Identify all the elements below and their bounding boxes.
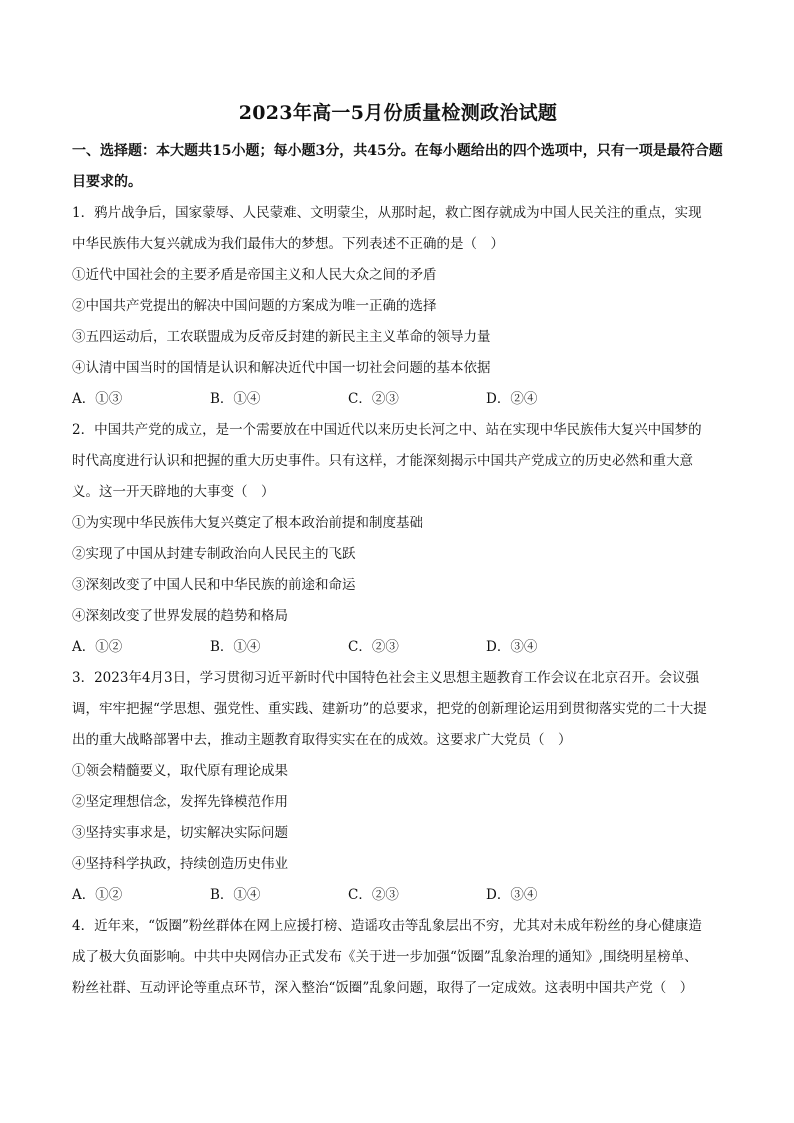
answer-choice-d: D．②④ bbox=[486, 391, 538, 407]
answer-choices bbox=[72, 384, 724, 415]
question-stem-line: 2．中国共产党的成立，是一个需要放在中国近代以来历史长河之中、站在实现中华民族伟大复兴中国梦的 bbox=[72, 422, 702, 438]
answer-choice-b: B．①④ bbox=[210, 887, 261, 903]
answer-choice-a: A．①② bbox=[72, 639, 123, 655]
answer-choice-b: B．①④ bbox=[210, 391, 261, 407]
question-stem-line: 调，牢牢把握“学思想、强党性、重实践、建新功”的总要求，把党的创新理论运用到贯彻落实党的二十大提 bbox=[72, 701, 707, 717]
answer-choice-d: D．③④ bbox=[486, 887, 538, 903]
statement-option: ③五四运动后，工农联盟成为反帝反封建的新民主主义革命的领导力量 bbox=[72, 329, 491, 345]
answer-choice-b: B．①④ bbox=[210, 639, 261, 655]
statement-option: ①为实现中华民族伟大复兴奠定了根本政治前提和制度基础 bbox=[72, 515, 423, 531]
question-2 bbox=[72, 415, 724, 663]
answer-choice-c: C．②③ bbox=[348, 639, 399, 655]
question-stem-line: 粉丝社群、互动评论等重点环节，深入整治“饭圈”乱象问题，取得了一定成效。这表明中国共产党（ ） bbox=[72, 980, 694, 996]
statement-option: ①领会精髓要义，取代原有理论成果 bbox=[72, 763, 288, 779]
question-stem-line: 成了极大负面影响。中共中央网信办正式发布《关于进一步加强“饭圈”乱象治理的通知》,围绕明星榜单、 bbox=[72, 949, 698, 965]
question-stem-line: 3．2023年4月3日，学习贯彻习近平新时代中国特色社会主义思想主题教育工作会议在北京召开。会议强 bbox=[72, 670, 700, 686]
question-4 bbox=[72, 911, 724, 1004]
statement-option: ②中国共产党提出的解决中国问题的方案成为唯一正确的选择 bbox=[72, 298, 437, 314]
answer-choice-c: C．②③ bbox=[348, 391, 399, 407]
question-stem-line: 时代高度进行认识和把握的重大历史事件。只有这样，才能深刻揭示中国共产党成立的历史必然和重大意 bbox=[72, 453, 693, 469]
answer-choices bbox=[72, 632, 724, 663]
statement-option: ④深刻改变了世界发展的趋势和格局 bbox=[72, 608, 288, 624]
statement-option: ②实现了中国从封建专制政治向人民民主的飞跃 bbox=[72, 546, 356, 562]
question-stem-line: 中华民族伟大复兴就成为我们最伟大的梦想。下列表述不正确的是（ ） bbox=[72, 236, 504, 252]
statement-option: ④坚持科学执政，持续创造历史伟业 bbox=[72, 856, 288, 872]
question-stem-line: 1．鸦片战争后，国家蒙辱、人民蒙难、文明蒙尘，从那时起，救亡图存就成为中国人民关注的重点，实现 bbox=[72, 205, 702, 221]
answer-choices bbox=[72, 880, 724, 911]
statement-option: ④认清中国当时的国情是认识和解决近代中国一切社会问题的基本依据 bbox=[72, 360, 491, 376]
statement-option: ①近代中国社会的主要矛盾是帝国主义和人民大众之间的矛盾 bbox=[72, 267, 437, 283]
statement-option: ②坚定理想信念，发挥先锋模范作用 bbox=[72, 794, 288, 810]
statement-option: ③深刻改变了中国人民和中华民族的前途和命运 bbox=[72, 577, 356, 593]
exam-title: 2023年高一5月份质量检测政治试题 bbox=[238, 102, 558, 124]
answer-choice-d: D．③④ bbox=[486, 639, 538, 655]
question-stem-line: 4．近年来，“饭圈”粉丝群体在网上应援打榜、造谣攻击等乱象层出不穷，尤其对未成年粉丝的身心健康造 bbox=[72, 918, 702, 934]
answer-choice-a: A．①② bbox=[72, 887, 123, 903]
question-stem-line: 义。这一开天辟地的大事变（ ） bbox=[72, 484, 275, 500]
exam-page bbox=[72, 100, 724, 1004]
question-stem-line: 出的重大战略部署中去，推动主题教育取得实实在在的成效。这要求广大党员（ ） bbox=[72, 732, 572, 748]
answer-choice-a: A．①③ bbox=[72, 391, 123, 407]
section-heading: 一、选择题：本大题共15小题；每小题3分，共45分。在每小题给出的四个选项中，只有一项是最符合题目要求的。 bbox=[72, 143, 723, 190]
answer-choice-c: C．②③ bbox=[348, 887, 399, 903]
question-3 bbox=[72, 663, 724, 911]
question-1 bbox=[72, 198, 724, 415]
statement-option: ③坚持实事求是，切实解决实际问题 bbox=[72, 825, 288, 841]
